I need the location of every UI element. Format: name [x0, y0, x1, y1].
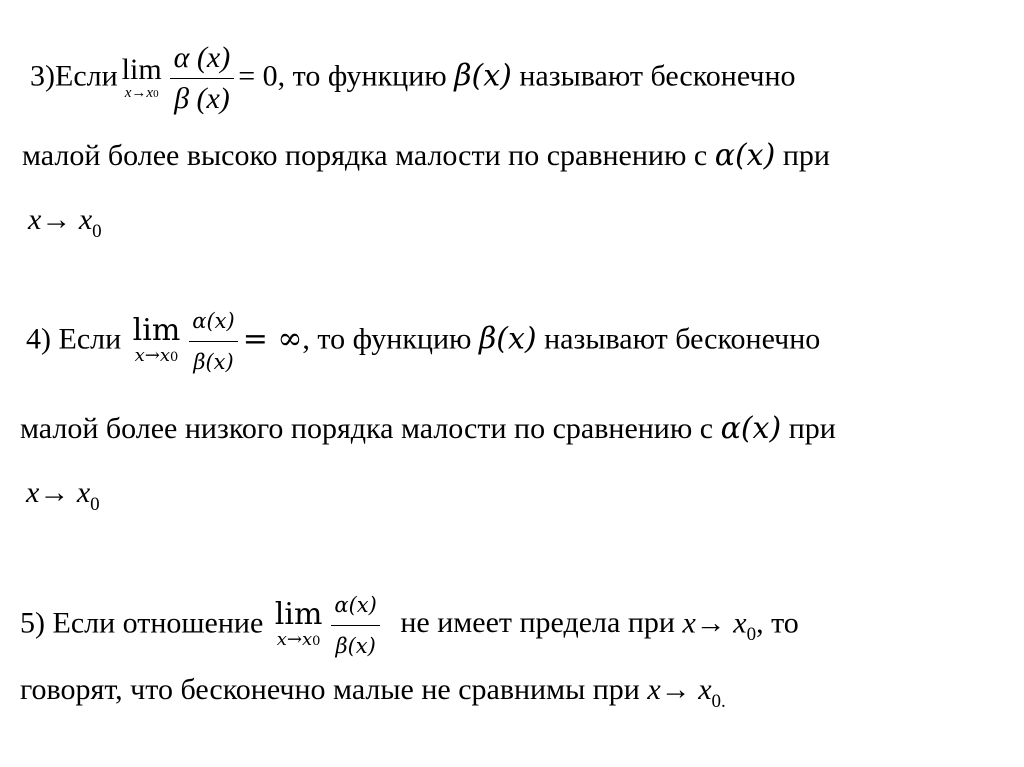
item4-tail: называют бесконечно — [544, 322, 821, 356]
item4-line1 — [26, 303, 820, 380]
item4-limit: lim x→x0 — [132, 312, 181, 366]
item5-line2: говорят, что бесконечно малые не сравнимы при $x\to x_{0.}$ — [20, 673, 726, 712]
item3-alpha: α(x) — [714, 138, 776, 173]
item5-fraction: $\frac{\alpha(x)}{\beta(x)}$ — [330, 587, 380, 664]
item3-tail: называют бесконечно — [519, 59, 796, 93]
item5-prefix: 5) Если отношение — [20, 606, 264, 640]
item3-line1 — [30, 40, 796, 117]
item4-alpha: α(x) — [720, 411, 782, 446]
item4-equals: = ∞ — [242, 321, 303, 357]
item3-line2: малой более высоко порядка малости по сравнению с α(x) при — [22, 138, 830, 173]
item4-line3: $x\to x_0$ — [26, 476, 100, 515]
item5-limit: lim x→x0 — [274, 596, 323, 650]
item3-prefix: 3)Если — [30, 59, 118, 93]
item4-fraction: $\frac{\alpha(x)}{\beta(x)}$ — [188, 303, 238, 380]
item5-line1: 5) Если отношение lim x→x0 $\frac{\alpha(x)}{\beta(x)}$ не имеет предела при $x\to x_0$, то — [20, 587, 799, 664]
item3-fraction: $\frac{\alpha (x)}{\beta (x)}$ — [170, 40, 235, 117]
item3-limit: lim x→x0 — [121, 53, 162, 101]
item3-beta: β(x) — [454, 58, 512, 94]
item3-equals: = 0 — [238, 59, 278, 93]
item3-after: , то функцию — [277, 59, 447, 93]
item3-line3: $x\to x_0$ — [28, 203, 102, 242]
item4-line2: малой более низкого порядка малости по сравнению с α(x) при — [20, 411, 836, 446]
item4-prefix: 4) Если — [26, 322, 122, 356]
item4-beta: β(x) — [478, 321, 537, 357]
item5-mid: не имеет предела при — [400, 606, 675, 640]
item4-after: , то функцию — [302, 322, 472, 356]
